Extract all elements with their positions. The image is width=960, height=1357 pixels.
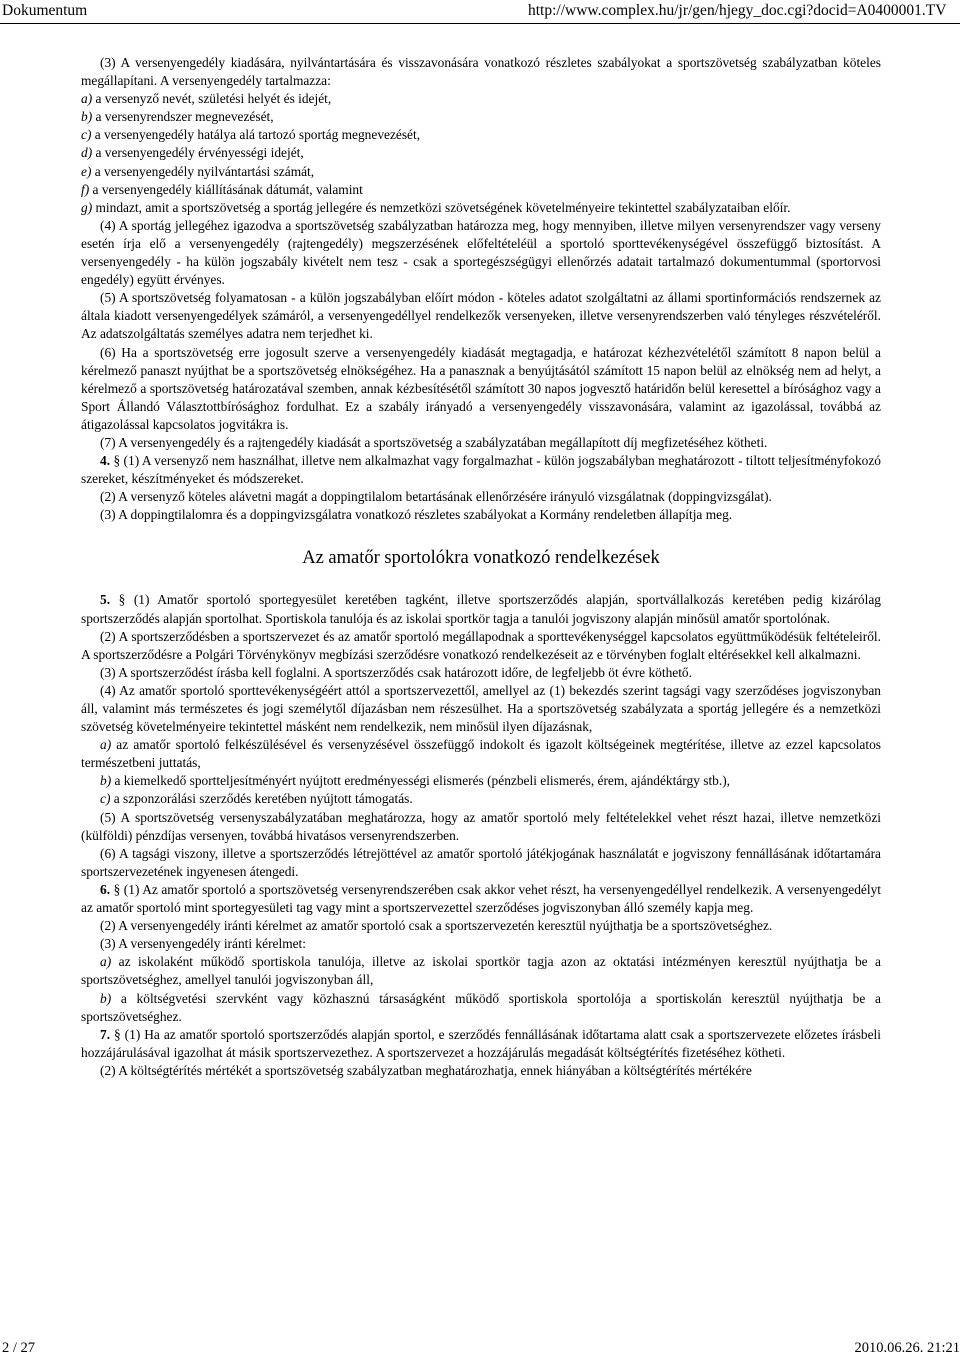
section-title: Az amatőr sportolókra vonatkozó rendelkezések: [302, 548, 660, 569]
paragraph: [81, 199, 881, 217]
paragraph-text: mindazt, amit a sportszövetség a sportág jellegére és nemzetközi szövetségének követelményeire tekintettel szabályzataiban előír.: [92, 199, 791, 215]
paragraph: [81, 163, 881, 181]
paragraph: [81, 772, 881, 790]
paragraph: [81, 1026, 881, 1062]
list-marker: c): [100, 791, 111, 807]
paragraph-text: § (1) Ha az amatőr sportoló sportszerződés alapján sportol, e szerződés fennállásának időtartama alatt csak a sportszervezete előzetes írásbeli hozzájárulásával igazolhat át másik sportszervezethez. A sportszervezet a hozzájárulás megadását költségtérítés fizetéséhez kötheti.: [81, 1026, 881, 1060]
paragraph-text: § (1) Az amatőr sportoló a sportszövetség versenyrendszerében csak akkor vehet részt, ha versenyengedéllyel rendelkezik. A versenyengedélyt az amatőr sportoló mint sportegyesületi tag vagy mint a sportszervezettel szerződéses jogviszonyban álló személy kapja meg.: [81, 881, 881, 916]
list-marker: a): [81, 91, 93, 107]
document-url[interactable]: http://www.complex.hu/jr/gen/hjegy_doc.cgi?docid=A0400001.TV: [528, 2, 947, 19]
paragraph: [81, 628, 881, 664]
paragraph-text: (5) A sportszövetség versenyszabályzatában meghatározza, hogy az amatőr sportoló mely feltételekkel vehet részt hazai, illetve nemzetközi (külföldi) pénzdíjas versenyen, továbbá hivatásos versenyrendszerben.: [81, 809, 881, 843]
page-header: [0, 0, 960, 24]
paragraph: [81, 935, 881, 953]
paragraph-text: (2) A versenyengedély iránti kérelmet az amatőr sportoló csak a sportszervezetén keresztül nyújthatja be a sportszövetséghez.: [100, 918, 773, 934]
list-marker: d): [81, 145, 93, 161]
page-number: 2 / 27: [2, 1340, 36, 1356]
document-body: [81, 54, 881, 1080]
section-number: 6.: [100, 881, 111, 897]
paragraph-text: a versenyengedély nyilvántartási számát,: [91, 163, 315, 179]
paragraph-text: § (1) A versenyző nem használhat, illetve nem alkalmazhat vagy forgalmazhat - külön jogszabályban meghatározott - tiltott teljesítményfokozó szereket, készítményeket és módszereket.: [81, 453, 881, 487]
page-footer: [0, 1337, 960, 1357]
list-marker: e): [81, 163, 92, 179]
paragraph-text: (3) A versenyengedély iránti kérelmet:: [100, 936, 306, 952]
document-title: Dokumentum: [2, 2, 88, 19]
paragraph: [81, 953, 881, 989]
paragraph: [81, 434, 881, 452]
paragraph-text: a versenyengedély hatálya alá tartozó sportág megnevezését,: [91, 127, 421, 143]
paragraph: [81, 881, 881, 917]
paragraph: [81, 917, 881, 935]
paragraph-block-2: [81, 591, 881, 1080]
paragraph: [81, 344, 881, 434]
paragraph-text: (2) A sportszerződésben a sportszervezet és az amatőr sportoló megállapodnak a sporttevékenységgel kapcsolatos együttműködésük feltételeiről. A sportszerződésre a Polgári Törvénykönyv megbízási szerződésre vonatkozó rendelkezéseit az e törvényben foglalt eltérésekkel kell alkalmazni.: [81, 628, 881, 662]
paragraph: [81, 452, 881, 488]
paragraph: [81, 1062, 881, 1080]
paragraph: [81, 736, 881, 772]
paragraph: [81, 591, 881, 627]
paragraph: [81, 506, 881, 524]
paragraph-text: a kiemelkedő sportteljesítményért nyújtott eredményességi elismerés (pénzbeli elismerés, érem, ajándéktárgy stb.),: [111, 773, 731, 789]
paragraph: [81, 126, 881, 144]
paragraph: [81, 108, 881, 126]
list-marker: f): [81, 181, 90, 197]
paragraph-text: a versenyző nevét, születési helyét és idejét,: [92, 91, 332, 107]
list-marker: b): [100, 990, 112, 1006]
paragraph-text: (4) A sportág jellegéhez igazodva a sportszövetség szabályzatban határozza meg, hogy mennyiben, illetve milyen versenyrendszer vagy verseny esetén írja elő a versenyengedély (rajtengedély) megszerzésének előfeltételéül a sportoló sporttevékenységével összefüggő biztosítást. A versenyengedély - ha külön jogszabály kivételt nem tesz - csak a sportegészségügyi ellenőrzés adatait tartalmazó dokumentummal (sportorvosi engedély) együtt érvényes.: [81, 217, 881, 288]
paragraph-text: a versenyrendszer megnevezését,: [92, 109, 274, 125]
paragraph: [81, 845, 881, 881]
paragraph-text: (2) A versenyző köteles alávetni magát a doppingtilalom betartásának ellenőrzésére irányuló vizsgálatnak (doppingvizsgálat).: [100, 489, 772, 505]
print-datetime: 2010.06.26. 21:21: [854, 1340, 960, 1356]
paragraph-text: a költségvetési szervként vagy közhasznú társaságként működő sportiskola sportolója a sportiskolán keresztül nyújthatja be a sportszövetséghez.: [81, 990, 881, 1024]
paragraph-text: (7) A versenyengedély és a rajtengedély kiadását a sportszövetség a szabályzatában megállapított díj megfizetéséhez kötheti.: [100, 434, 768, 450]
paragraph-text: (5) A sportszövetség folyamatosan - a külön jogszabályban előírt módon - köteles adatot szolgáltatni az állami sportinformációs rendszernek az általa kiadott versenyengedélyek számáról, a versenyengedéllyel rendelkezők versenyeken, illetve versenyrendszerben való tényleges részvételéről. Az adatszolgáltatás személyes adatra nem terjedhet ki.: [81, 290, 881, 342]
paragraph-text: (2) A költségtérítés mértékét a sportszövetség szabályzatban meghatározhatja, ennek hiányában a költségtérítés mértékére: [100, 1062, 752, 1078]
paragraph: [81, 217, 881, 289]
paragraph-text: (6) A tagsági viszony, illetve a sportszerződés létrejöttével az amatőr sportoló játékjogának használatát e jogviszony fennállásának időtartamára sportszervezetének ingyenesen átengedi.: [81, 845, 881, 879]
paragraph-text: (4) Az amatőr sportoló sporttevékenységéért attól a sportszervezettől, amellyel az (1) bekezdés szerint tagsági vagy szerződéses jogviszonyban áll, valamint más természetes és jogi személytől díjazásban nem részesülhet. Ha a sportszövetség szabályzata a sportág jellegére és a nemzetközi szövetség követelményeire tekintettel másként nem rendelkezik, nem minősül ilyen díjazásnak,: [81, 682, 881, 735]
list-marker: g): [81, 199, 93, 215]
paragraph: [81, 790, 881, 808]
paragraph: [81, 990, 881, 1026]
paragraph: [81, 289, 881, 343]
paragraph: [81, 144, 881, 162]
paragraph-text: az amatőr sportoló felkészülésével és versenyzésével összefüggő indokolt és igazolt költségeinek megtérítése, illetve az ezzel kapcsolatos természetbeni juttatás,: [81, 737, 881, 771]
paragraph: [81, 54, 881, 90]
list-marker: c): [81, 127, 92, 143]
section-number: 5.: [100, 592, 111, 608]
paragraph: [81, 90, 881, 108]
paragraph-text: (3) A versenyengedély kiadására, nyilvántartására és visszavonására vonatkozó részletes szabályokat a sportszövetség szabályzatban köteles megállapítani. A versenyengedély tartalmazza:: [81, 55, 881, 89]
paragraph-text: a versenyengedély kiállításának dátumát, valamint: [89, 181, 363, 197]
paragraph-text: a versenyengedély érvényességi idejét,: [92, 145, 304, 161]
paragraph-text: (3) A doppingtilalomra és a doppingvizsgálatra vonatkozó részletes szabályokat a Kormány rendeletben állapítja meg.: [100, 507, 733, 523]
list-marker: b): [100, 773, 112, 789]
paragraph-block-1: [81, 54, 881, 524]
paragraph-text: § (1) Amatőr sportoló sportegyesület keretében tagként, illetve sportszerződés alapján, sportvállalkozás keretében pedig kizárólag sportszerződés alapján sportolhat. Sportiskola tanulója és az iskolai sportkör tagja a tanulói jogviszony alapján minősül amatőr sportolónak.: [81, 592, 881, 626]
paragraph: [81, 488, 881, 506]
paragraph-text: az iskolaként működő sportiskola tanulója, illetve az iskolai sportkör tagja azon az oktatási intézményen keresztül nyújthatja be a sportszövetséghez, amellyel tanulói jogviszonyban áll,: [81, 954, 881, 988]
paragraph: [81, 809, 881, 845]
section-number: 4.: [100, 453, 111, 469]
paragraph-text: (3) A sportszerződést írásba kell foglalni. A sportszerződés csak határozott időre, de legfeljebb öt évre köthető.: [100, 664, 692, 680]
section-number: 7.: [100, 1026, 111, 1042]
paragraph-text: (6) Ha a sportszövetség erre jogosult szerve a versenyengedély kiadását megtagadja, e határozat kézhezvételétől számított 8 napon belül a kérelmező panaszt nyújthat be a sportszövetség elnökségéhez. Ha a panasznak a benyújtásától számított 15 napon belül az elnökség nem ad helyt, a kérelmező a sportszövetség határozatával szemben, annak kézbesítésétől számított 30 napos jogvesztő határidőn belül keresettel a bírósághoz vagy a Sport Állandó Választottbírósághoz fordulhat. Ez a szabály irányadó a versenyengedély visszavonására, valamint az igazolással, továbbá az átigazolással kapcsolatos jogvitákra is.: [81, 344, 881, 432]
paragraph: [81, 181, 881, 199]
paragraph-text: a szponzorálási szerződés keretében nyújtott támogatás.: [110, 791, 413, 807]
paragraph: [81, 682, 881, 736]
paragraph: [81, 664, 881, 682]
list-marker: b): [81, 109, 93, 125]
list-marker: a): [100, 954, 112, 970]
list-marker: a): [100, 737, 112, 753]
